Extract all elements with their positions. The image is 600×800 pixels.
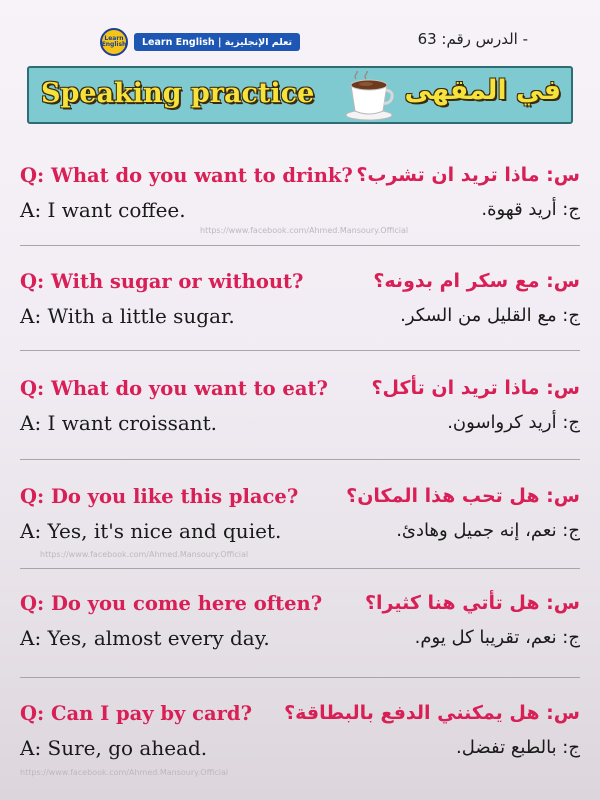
answer-en: A: Sure, go ahead. <box>20 736 208 760</box>
watermark: https://www.facebook.com/Ahmed.Mansoury.Official <box>200 226 409 235</box>
answer-en: A: Yes, it's nice and quiet. <box>20 519 282 543</box>
question-ar: س: هل يمكنني الدفع بالبطاقة؟ <box>284 702 580 724</box>
question-en: Q: What do you want to drink? <box>20 164 353 187</box>
answer-ar: ج: أريد قهوة. <box>481 199 580 220</box>
answer-ar: ج: نعم، تقريبا كل يوم. <box>414 627 580 648</box>
answer-en: A: With a little sugar. <box>20 304 235 328</box>
divider <box>20 459 580 460</box>
answer-ar: ج: نعم، إنه جميل وهادئ. <box>396 520 580 541</box>
banner-title-en: Speaking practice <box>41 78 315 109</box>
question-ar: س: ماذا تريد ان تأكل؟ <box>371 377 580 399</box>
answer-en: A: I want coffee. <box>20 198 186 222</box>
logo-text: Learn English <box>101 35 127 48</box>
question-en: Q: What do you want to eat? <box>20 377 328 400</box>
question-en: Q: With sugar or without? <box>20 270 304 293</box>
learn-english-logo <box>100 28 128 56</box>
question-ar: س: هل تأتي هنا كثيرا؟ <box>364 592 580 614</box>
qa-item <box>20 592 580 652</box>
qa-item <box>20 164 580 224</box>
answer-ar: ج: مع القليل من السكر. <box>400 305 580 326</box>
qa-item <box>20 377 580 437</box>
question-ar: س: هل تحب هذا المكان؟ <box>346 485 580 507</box>
watermark: https://www.facebook.com/Ahmed.Mansoury.Official <box>40 550 249 559</box>
banner-title-ar: في المقهى <box>404 75 561 106</box>
brand-label: Learn English | تعلم الإنجليزية <box>134 33 300 51</box>
divider <box>20 245 580 246</box>
question-en: Q: Can I pay by card? <box>20 702 252 725</box>
divider <box>20 677 580 678</box>
question-en: Q: Do you come here often? <box>20 592 323 615</box>
answer-ar: ج: أريد كرواسون. <box>447 412 580 433</box>
answer-ar: ج: بالطبع تفضل. <box>456 737 580 758</box>
coffee-cup-icon <box>342 71 396 121</box>
answer-en: A: Yes, almost every day. <box>20 626 270 650</box>
divider <box>20 350 580 351</box>
question-en: Q: Do you like this place? <box>20 485 299 508</box>
qa-item <box>20 702 580 762</box>
divider <box>20 568 580 569</box>
answer-en: A: I want croissant. <box>20 411 218 435</box>
question-ar: س: ماذا تريد ان تشرب؟ <box>356 164 580 186</box>
question-ar: س: مع سكر ام بدونه؟ <box>373 270 580 292</box>
watermark: https://www.facebook.com/Ahmed.Mansoury.Official <box>20 768 229 777</box>
qa-item <box>20 270 580 330</box>
qa-item <box>20 485 580 545</box>
title-banner <box>27 66 573 124</box>
lesson-number: - الدرس رقم: 63 <box>417 30 528 48</box>
header-bar <box>100 28 600 60</box>
